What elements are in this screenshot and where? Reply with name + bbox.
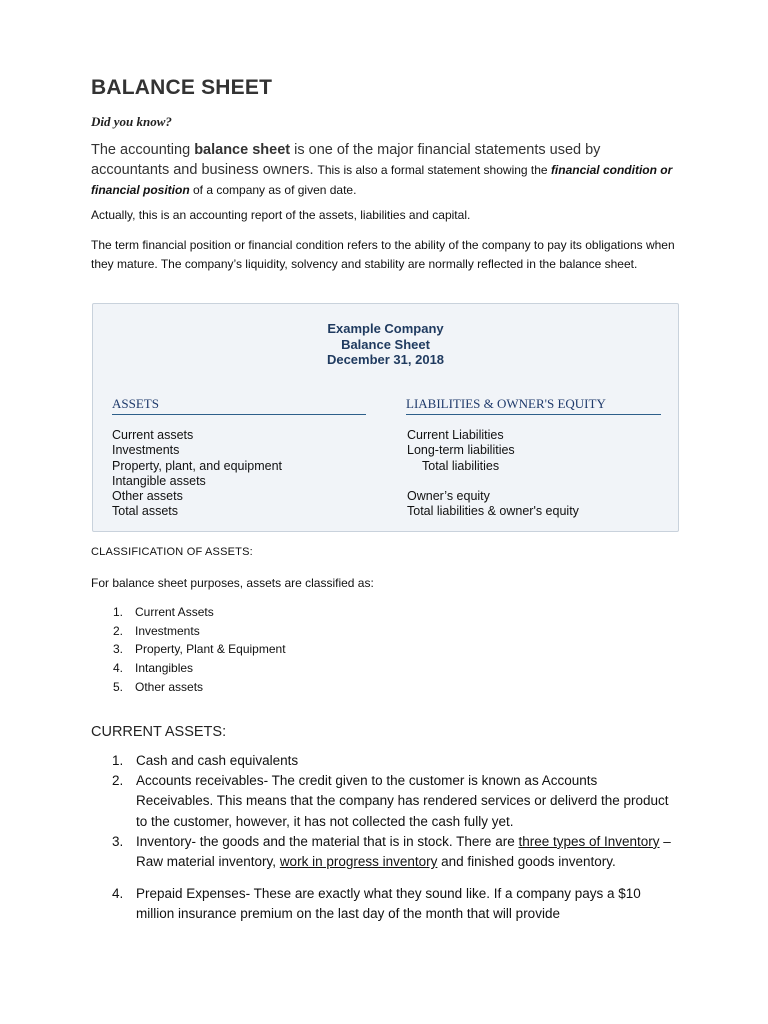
list-label: Property, Plant & Equipment [135,642,286,657]
list-number: 3. [113,642,124,657]
list-number: 1. [112,753,124,768]
list-number: 3. [112,833,124,849]
statement-name: Balance Sheet [341,336,430,352]
prepaid-item: Prepaid Expenses- These are exactly what they sound like. If a company pays a $10 million insurance premium on the last day of the month that will provide [136,886,641,922]
paragraph-1: Actually, this is an accounting report of the assets, liabilities and capital. [91,208,471,222]
inventory-text-3: and finished goods inventory. [437,854,616,870]
list-number: 4. [112,886,124,902]
list-number: 1. [113,605,124,619]
receivables-item: Accounts receivables- The credit given to the customer is known as Accounts Receivables. This means that the company has rendered services or deliverd the product to the customer, however, it has not collected the cash fully yet. [136,773,669,829]
list-item [91,678,286,697]
liabilities-column-title: LIABILITIES & OWNER'S EQUITY [406,396,661,415]
list-label: Investments [135,623,200,638]
list-number: 2. [113,623,124,638]
list-item [112,832,672,872]
work-in-progress-link[interactable]: work in progress inventory [279,854,438,870]
list-item [112,771,672,832]
intro-text-1: The accounting [91,142,195,158]
paragraph-2: The term financial position or financial condition refers to the ability of the company to pay its obligations when they mature. The company’s liquidity, solvency and stability are normally reflected in the balance sheet. [91,238,675,271]
list-number: 2. [112,773,124,789]
assets-item: Other assets [112,489,183,504]
list-number: 5. [113,679,124,694]
list-label: Other assets [135,679,204,694]
inventory-text-2: – Raw material inventory, [136,833,671,870]
liabilities-item: Total liabilities & owner's equity [407,504,579,519]
intro-text-2: is one of the major financial statements used by accountants and business owners. [91,142,601,178]
liabilities-item: Current Liabilities [407,428,504,442]
assets-list [112,428,282,520]
assets-item: Property, plant, and equipment [112,458,283,473]
list-label: Current Assets [135,605,214,619]
balance-sheet-figure [92,303,679,532]
assets-item: Investments [112,443,180,458]
assets-column-title: ASSETS [112,396,366,415]
liabilities-item: Long-term liabilities [407,443,515,458]
list-item [91,659,286,678]
intro-text-4: of a company as of given date. [189,183,357,197]
intro-bold-term: balance sheet [194,142,291,158]
current-assets-heading: CURRENT ASSETS: [91,724,227,740]
liabilities-item: Owner’s equity [407,489,490,504]
inventory-text-1: Inventory- the goods and the material that is in stock. There are [136,833,519,849]
classification-intro: For balance sheet purposes, assets are classified as: [91,576,374,590]
list-item [112,751,672,771]
liabilities-item: Total liabilities [422,458,500,473]
balance-sheet-header [93,321,678,368]
list-number: 4. [113,661,124,676]
liabilities-spacer [407,474,579,489]
statement-date: December 31, 2018 [326,352,445,367]
intro-paragraph [91,140,681,200]
intro-text-3: This is also a formal statement showing the [317,163,551,177]
classification-list [91,603,286,697]
list-item [91,640,286,659]
classification-heading: CLASSIFICATION OF ASSETS: [91,546,253,558]
list-item [91,603,286,622]
liabilities-list [407,428,579,520]
cash-item: Cash and cash equivalents [136,753,299,768]
page-title: BALANCE SHEET [91,76,273,99]
three-types-inventory-link[interactable]: three types of Inventory [518,833,660,849]
company-name: Example Company [327,321,444,336]
assets-item: Current assets [112,428,194,442]
current-assets-list [112,751,672,925]
list-item [112,884,672,924]
assets-item: Total assets [112,504,179,519]
assets-item: Intangible assets [112,473,206,488]
intro-emphasis: financial condition or financial position [91,163,673,197]
list-label: Intangibles [135,661,194,676]
did-you-know-heading: Did you know? [91,114,172,129]
list-item [91,622,286,641]
